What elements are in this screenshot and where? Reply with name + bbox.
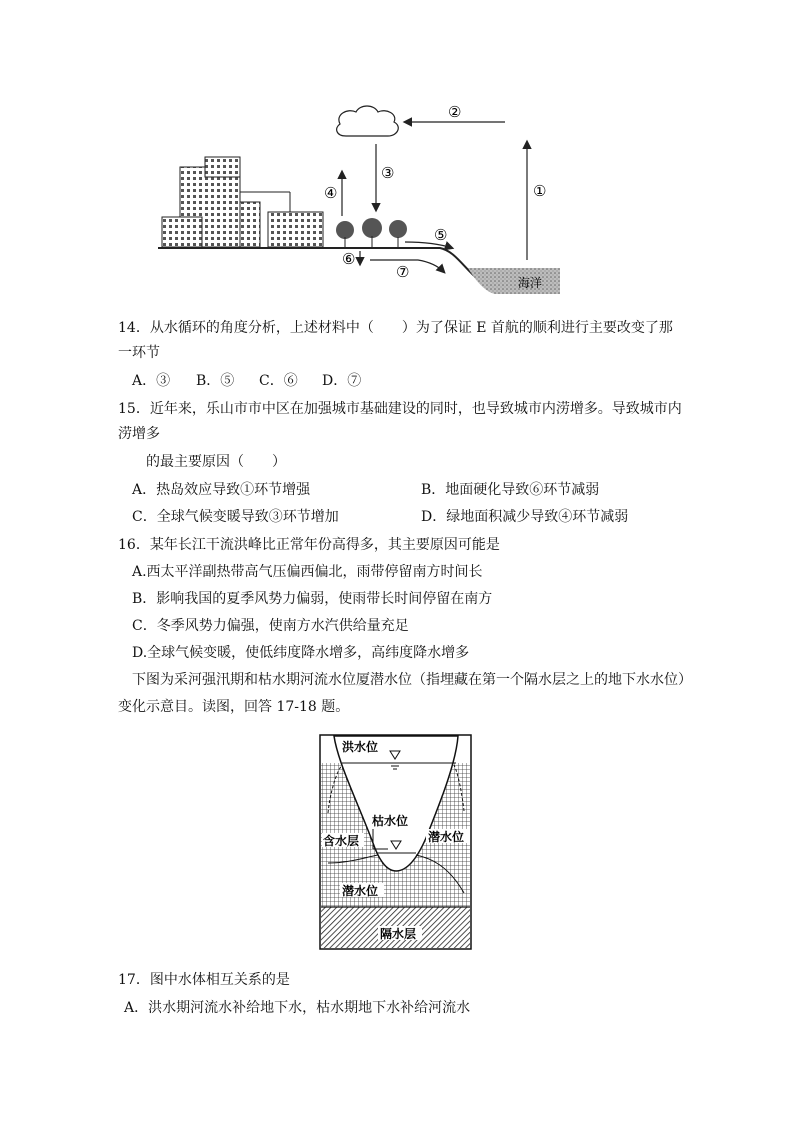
q15-option-b: B．地面硬化导致⑥环节减弱 bbox=[421, 482, 600, 498]
q15-stem-line2: 涝增多 bbox=[118, 426, 160, 442]
q16-option-a: A.西太平洋副热带高气压偏西偏北，雨带停留南方时间长 bbox=[132, 564, 483, 580]
q14-option-d: D．⑦ bbox=[322, 373, 362, 389]
q14-stem-line2: 一环节 bbox=[118, 345, 160, 361]
trees bbox=[336, 218, 407, 247]
cloud-icon bbox=[337, 106, 399, 136]
aquiclude-label: 隔水层 bbox=[380, 927, 417, 941]
q17-stem: 17．图中水体相互关系的是 bbox=[118, 972, 290, 988]
label-7: ⑦ bbox=[396, 263, 410, 281]
q16-option-c: C．冬季风势力偏强，使南方水汽供给量充足 bbox=[132, 618, 409, 634]
label-4: ④ bbox=[324, 184, 338, 202]
sea-label: 海洋 bbox=[518, 276, 543, 290]
label-1: ① bbox=[533, 182, 547, 200]
q16-option-d: D.全球气候变暖，使低纬度降水增多，高纬度降水增多 bbox=[132, 645, 470, 661]
intro-line1: 下图为采河强汛期和枯水期河流水位厦潜水位（指埋藏在第一个隔水层之上的地下水水位） bbox=[132, 672, 692, 688]
aquifer-label: 含水层 bbox=[323, 834, 360, 848]
sea-area bbox=[468, 268, 560, 294]
q16-option-b: B．影响我国的夏季风势力偏弱，使雨带长时间停留在南方 bbox=[132, 591, 493, 607]
water-cycle-figure bbox=[150, 92, 570, 307]
label-5: ⑤ bbox=[434, 226, 448, 244]
q15-option-d: D．绿地面积减少导致④环节减弱 bbox=[421, 509, 629, 525]
label-2: ② bbox=[448, 103, 462, 121]
label-6: ⑥ bbox=[342, 250, 356, 268]
q14-option-b: B．⑤ bbox=[196, 373, 235, 389]
river-groundwater-figure bbox=[318, 733, 473, 951]
q15-stem-line1: 15．近年来，乐山市市中区在加强城市基础建设的同时，也导致城市内涝增多。导致城市内 bbox=[118, 401, 682, 417]
water-table-right-label: 潜水位 bbox=[428, 830, 465, 844]
label-3: ③ bbox=[381, 164, 395, 182]
q15-option-a: A．热岛效应导致①环节增强 bbox=[132, 482, 311, 498]
q14-stem-line1: 14．从水循环的角度分析，上述材料中（ ）为了保证 E 首航的顺利进行主要改变了那 bbox=[118, 320, 673, 336]
q14-option-c: C．⑥ bbox=[259, 373, 298, 389]
q15-option-c: C．全球气候变暖导致③环节增加 bbox=[132, 509, 339, 525]
q14-option-a: A．③ bbox=[132, 373, 171, 389]
q16-stem: 16．某年长江干流洪峰比正常年份高得多，其主要原因可能是 bbox=[118, 537, 500, 553]
flood-level-label: 洪水位 bbox=[342, 740, 379, 754]
intro-line2: 变化示意目。读图，回答 17-18 题。 bbox=[118, 699, 350, 715]
water-table-bottom-label: 潜水位 bbox=[342, 884, 379, 898]
dry-level-label: 枯水位 bbox=[372, 814, 409, 828]
q17-option-a: A．洪水期河流水补给地下水，枯水期地下水补给河流水 bbox=[124, 1000, 471, 1016]
city-buildings bbox=[162, 157, 323, 247]
q15-stem-line3: 的最主要原因（ ） bbox=[146, 454, 286, 470]
